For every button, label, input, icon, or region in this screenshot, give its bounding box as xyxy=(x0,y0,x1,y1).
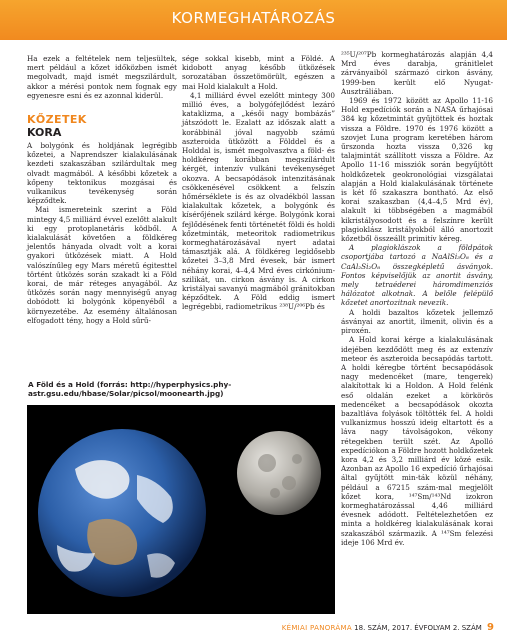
earth-moon-illustration xyxy=(27,405,335,614)
italic-note-paragraph: A plagioklászok a földpátok csoportjába tartozó a NaAlSi₃O₈ és a CaAl₂Si₂O₈ összegképletű ásványok. Fontos képviselőjük az anortit ásvány, mely tetraéderei háromdimenziós hálózatot alkotnak. A belőle felépülő kőzetet anortozitnak nevezik. xyxy=(341,243,493,308)
section-title: KŐZETEK xyxy=(27,113,87,127)
body-paragraph: A holdi bazaltos kőzetek jellemző ásványai az anortit, ilmenit, olivin és a piroxén. xyxy=(341,307,493,336)
page-footer xyxy=(0,623,494,633)
page-number: 9 xyxy=(487,622,494,633)
body-paragraph: Mai ismereteink szerint a Föld mintegy 4,5 milliárd évvel ezelőtt alakult ki egy protoplanetáris ködből. A kialakulását követően a földkéreg jelentős hányada olvadt volt a korai gyakori ütközések miatt. A Hold valószínűleg egy Mars méretű égitesttel történt ütközés során szakadt ki a Föld korai, de már réteges anyagából. Az ütközés során nagy mennyiségű anyag dobódott ki bolygónk köpenyéből a környezetébe. Az esemény általánosan elfogadott tény, hogy a Hold sűrű- xyxy=(27,205,177,325)
footer-issue: 18. SZÁM, 2017. ÉVFOLYAM 2. SZÁM xyxy=(354,624,482,632)
body-paragraph: ²³⁵U/²⁰⁷Pb kormeghatározás alapján 4,4 Mrd éves darabja, gránitlelet zárványaiból származó cirkon ásvány, 1999-ben került elő Nyugat-Ausztráliában. xyxy=(341,50,493,96)
section-subtitle: KORA xyxy=(27,126,62,140)
column-2 xyxy=(182,54,335,312)
earth-moon-photo xyxy=(27,405,335,614)
moon-shape xyxy=(237,431,321,515)
body-paragraph: 1969 és 1972 között az Apollo 11-16 Hold expedíciók során a NASA űrhajósai 384 kg kőzetmintát gyűjtöttek és hoztak vissza a Földre. 1970 és 1976 között a szovjet Luna program keretében három űrszonda hozta vissza 0,326 kg talajmintát szállított vissza a Földre. Az Apollo 11-16 missziók során begyűjtött holdkőzetek geokronológiai vizsgálatai alapján a Hold kialakulásának története is két fő szakaszra bontható. Az első korai szakaszban (4,4–4,5 Mrd év), alakult ki többségében a magmából kikristályosodott és a felszínre került plagioklász kristályokból álló anortozit kőzetből összeállt primitív kéreg. xyxy=(341,96,493,244)
column-3 xyxy=(341,50,493,547)
body-paragraph: sége sokkal kisebb, mint a Földé. A kidobott anyag később ütközések sorozatában összetömörült, egészen a mai Hold kialakult a Hold. xyxy=(182,54,335,91)
body-paragraph: 4,1 milliárd évvel ezelőtt mintegy 300 millió éves, a bolygófejlődést lezáró kataklizma, a „késői nagy bombázás” játszódott le. Ezalatt az időszak alatt a korábbinál jóval nagyobb számú aszteroida ütközött a Földdel és a Holddal is, ismét megolvasztva a föld- és holdkéreg korábban megszilárdult kérgét, intenzív vulkáni tevékenységet okozva. A becsapódások intenzitásának csökkenésével csökkent a felszín hőmérséklete is és az olvadékból lassan kialakultak kőzetek, a bolygónk és kísérőjének szilárd kérge. Bolygónk korai fejlődésének fenti történetét földi és holdi kőzetminták, meteoritok radiometrikus kormeghatározásával nyert adatai támasztják alá. A földkéreg legidősebb kőzetei 3–3,8 Mrd évesek, bár ismert néhány korai, 4–4,4 Mrd éves cirkónium-szilikát, un. cirkon ásvány is. A cirkon kristályai savanyú magmából gránitokban képződtek. A Föld eddig ismert legrégebbi, radiometrikus ²³⁸U/²⁰⁶Pb és xyxy=(182,90,335,312)
figure-caption: A Föld és a Hold (forrás: http://hyperphysics.phy-astr.gsu.edu/hbase/Solar/picsol/moonearth.jpg) xyxy=(28,380,232,399)
body-paragraph: A Hold korai kérge a kialakulásának idejében kezdődött meg és az extenzív meteor és aszteroida becsapódás tartott. A holdi kéregbe történt becsapódások nagy medencéket (mare, tengerek) alakítottak ki a Holdon. A Hold felénk eső oldalán ezeket a körkörös medencéket a becsapódások okozta bazaltláva folyások töltötték fel. A holdi vulkanizmus hosszú ideig eltartott és a láva nagy távolságokon, vékony rétegekben terült szét. Az Apolló expedíciókon a Földre hozott holdkőzetek kora 4,2 és 3,2 milliárd év közé esik. Azonban az Apollo 16 expedíció űrhajósai által gyűjtött min-ták közül néhány, például a 67215 szám-mal megjelölt kőzet kora, ¹⁴⁷Sm/¹⁴³Nd izokron kormeghatározással 4,46 milliárd évesnek adódott. Feltételezhetően ez minta a holdkéreg kialakulásának korai szakaszából származik. A ¹⁴⁷Sm felezési ideje 106 Mrd év. xyxy=(341,335,493,547)
column-1 xyxy=(27,54,177,325)
intro-paragraph: Ha ezek a feltételek nem teljesültek, mert például a kőzet időközben ismét megolvadt, majd ismét megszilárdult, akkor a mérési pontok nem fognak egy egyenesre esni és ez azonnal kiderül. xyxy=(27,54,177,100)
body-paragraph: A bolygónk és holdjának legrégibb kőzetei, a Naprendszer kialakulásának kezdeti szakaszában szilárdultak meg olvadt magmából. A későbbi kőzetek a kőpeny tektonikus mozgásai és vulkanikus tevékenység során képződtek. xyxy=(27,141,177,206)
page-header-title: KORMEGHATÁROZÁS xyxy=(171,9,336,27)
earth-shape xyxy=(38,429,206,597)
footer-brand: KÉMIAI PANORÁMA xyxy=(281,624,352,632)
